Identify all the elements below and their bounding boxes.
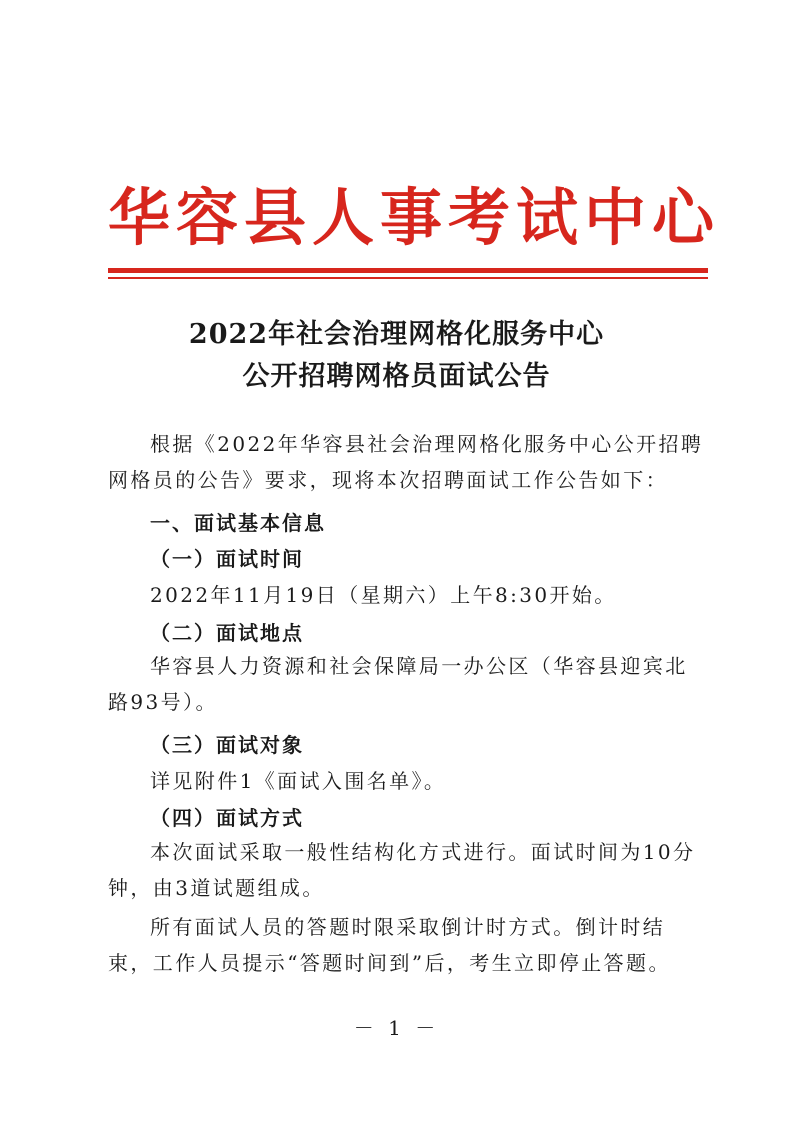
document-title-line-1: 2022年社会治理网格化服务中心 bbox=[188, 319, 605, 350]
interview-method-heading: （四）面试方式 bbox=[150, 806, 304, 830]
interview-target-heading: （三）面试对象 bbox=[150, 733, 304, 757]
letterhead-red-rule-thin bbox=[108, 277, 708, 279]
letterhead-red-rule bbox=[108, 268, 708, 273]
intro-paragraph: 根据《2022年华容县社会治理网格化服务中心公开招聘网格员的公告》要求，现将本次招聘面试工作公告如下： bbox=[108, 432, 704, 492]
interview-time-heading: （一）面试时间 bbox=[150, 547, 304, 571]
interview-place-text: 华容县人力资源和社会保障局一办公区（华容县迎宾北路93号）。 bbox=[108, 654, 688, 714]
interview-method-text-1: 本次面试采取一般性结构化方式进行。面试时间为10分钟，由3道试题组成。 bbox=[108, 840, 696, 900]
interview-target-text: 详见附件1《面试入围名单》。 bbox=[150, 769, 447, 793]
interview-method-text-2: 所有面试人员的答题时限采取倒计时方式。倒计时结束，工作人员提示“答题时间到”后，考生立即停止答题。 bbox=[108, 915, 671, 975]
interview-place-heading: （二）面试地点 bbox=[150, 621, 304, 645]
page-number: － 1 － bbox=[353, 1016, 440, 1040]
org-letterhead-title: 华容县人事考试中心 bbox=[108, 181, 721, 254]
document-title-line-2: 公开招聘网格员面试公告 bbox=[242, 361, 551, 392]
interview-time-text: 2022年11月19日（星期六）上午8:30开始。 bbox=[150, 583, 617, 607]
section-1-heading: 一、面试基本信息 bbox=[150, 511, 326, 535]
